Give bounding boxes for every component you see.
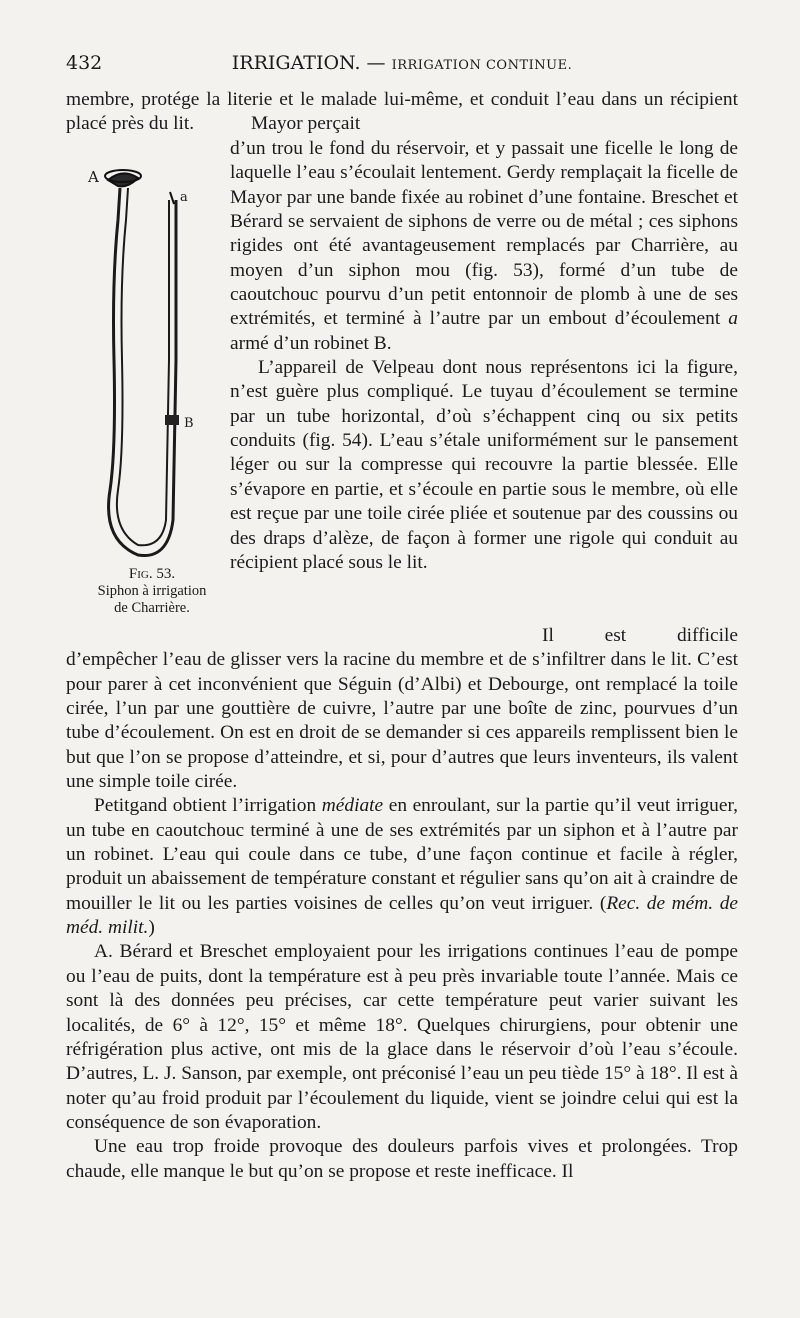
paragraph-intro [66, 88, 738, 137]
figure-label-a: a [180, 190, 188, 205]
paragraph-mayor [230, 137, 738, 575]
figure-caption-line2: de Charrière. [114, 600, 190, 616]
running-title-main: IRRIGATION. [231, 52, 361, 74]
paragraph-petitgand-start: Petitgand obtient l’irrigation [94, 795, 317, 817]
figure-siphon [78, 160, 228, 580]
figure-label-A: A [88, 168, 99, 186]
paragraph-petitgand-close: ) [148, 917, 155, 939]
figure-caption-line1: Siphon à irrigation [97, 583, 207, 599]
paragraph-froide: Une eau trop froide provoque des douleurs parfois vives et prolongées. Trop chaude, elle manque le but qu’on se propose et reste inefficace. Il [66, 1136, 738, 1182]
figure-label-B: B [184, 416, 194, 431]
paragraph-mayor-start: Mayor perçait [251, 113, 361, 135]
siphon-illustration [78, 160, 228, 580]
paragraph-petitgand-ref: Rec. de mém. de méd. milit. [66, 892, 738, 939]
paragraph-mayor-text: d’un trou le fond du réservoir, et y passait une ficelle le long de laquelle l’eau s’écoulait lentement. Gerdy remplaçait la ficelle de Mayor par une bande fixée au robinet d’une fontaine. Breschet et Bérard se servaient de siphons de verre ou de métal ; ces siphons rigides ont été avantageusement remplacés par Charrière, au moyen d’un siphon mou (fig. 53), formé d’un tube de caoutchouc pourvu d’un petit entonnoir de plomb à une de ses extrémités, et terminé à l’autre par un embout d’écoulement [230, 138, 738, 330]
paragraph-velpeau: L’appareil de Velpeau dont nous représentons ici la figure, n’est guère plus compliqué. Le tuyau d’écoulement se termine par un tube horizontal, d’où s’échappent cinq ou six petits conduits (fig. 54). L’eau s’étale uniformément sur le pansement léger ou sur la compresse qui recouvre la partie blessée. Elle s’évapore en partie, et s’écoule en partie sous le membre, où elle est reçue par une toile cirée pliée et soutenue par des coussins ou des draps d’alèze, de façon à former une rigole qui conduit au récipient placé sous le lit. [230, 357, 738, 573]
paragraph-petitgand [66, 794, 738, 940]
running-title-sub: IRRIGATION CONTINUE. [391, 58, 573, 73]
running-header [66, 50, 738, 76]
paragraph-berard: A. Bérard et Breschet employaient pour les irrigations continues l’eau de pompe ou l’eau de puits, dont la température est à peu près invariable toute l’année. Mais ce sont là des données peu précises, car cette température peut varier suivant les localités, de 6° à 12°, 15° et même 18°. Quelques chirurgiens, pour obtenir une réfrigération plus active, ont mis de la glace dans le réservoir d’où l’eau s’écoule. D’autres, L. J. Sanson, par exemple, ont préconisé l’eau un peu tiède 15° à 18°. Il est à noter qu’au froid produit par l’écoulement du liquide, vient se joindre celui qui est la conséquence de son évaporation. [66, 941, 738, 1133]
figure-caption [68, 566, 236, 617]
running-title-separator: — [360, 52, 392, 74]
figure-caption-number: Fig. 53. [128, 566, 176, 582]
paragraph-petitgand-text: en enroulant, sur la partie qu’il veut irriguer, un tube en caoutchouc terminé à une de ses extrémités par un siphon et à l’autre par un robinet. L’eau qui coule dans ce tube, d’une façon continue et facile à régler, produit un abaissement de température constant et régulier sans qu’on ait à craindre de mouiller le lit ou les parties voisines de celles qu’on veut irriguer. ( [66, 795, 738, 914]
paragraph-mayor-end: armé d’un robinet B. [230, 332, 392, 354]
paragraph-petitgand-em: médiate [321, 795, 384, 817]
paragraph-intro-text: membre, protége la literie et le malade lui-même, et conduit l’eau dans un récipient placé près du lit. [66, 89, 738, 135]
running-title [66, 50, 738, 79]
main-text-lower [66, 624, 738, 1184]
paragraph-velpeau-cont [66, 624, 738, 794]
paragraph-velpeau-cont-text: Il est difficile d’empêcher l’eau de glisser vers la racine du membre et de s’infiltrer dans le lit. C’est pour parer à cet inconvénient que Séguin (d’Albi) et Debourge, ont remplacé la toile cirée, l’un par une gouttière de cuivre, l’autre par une boîte de zinc, pourvues d’un tube d’écoulement. On est en droit de se demander si ces appareils remplissent bien le but que l’on se propose d’atteindre, et si, pour d’autres que leurs inventeurs, ils valent une simple toile cirée. [66, 625, 738, 793]
page-number: 432 [66, 52, 103, 74]
paragraph-mayor-a: a [728, 308, 738, 330]
